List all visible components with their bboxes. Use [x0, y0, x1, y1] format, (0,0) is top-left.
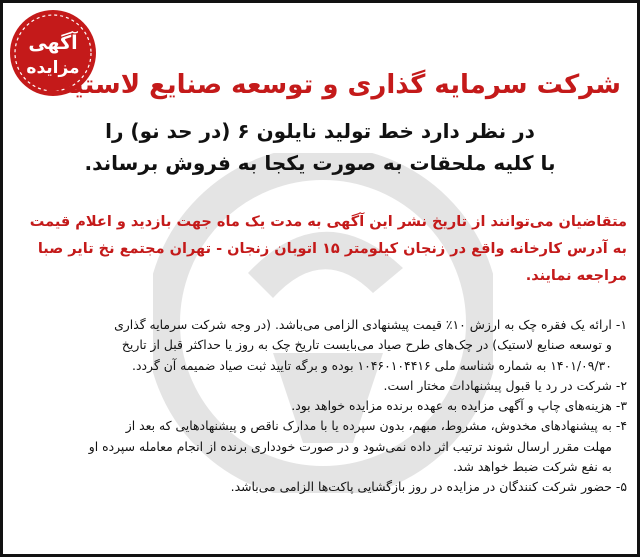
badge-label-top: آگهی: [28, 32, 78, 54]
term-number: ۴-: [615, 418, 627, 434]
headline-line: در نظر دارد خط تولید نایلون ۶ (در حد نو) را: [105, 119, 535, 143]
term-line: هزینه‌های چاپ و آگهی مزایده به عهده برنده مزایده خواهد بود.: [291, 398, 612, 414]
intro-line: به آدرس کارخانه واقع در زنجان کیلومتر ۱۵ اتوبان زنجان - تهران مجتمع نخ تایر صبا: [37, 241, 627, 257]
term-line: حضور شرکت کنندگان در مزایده در روز بازگشایی پاکت‌ها الزامی می‌باشد.: [230, 479, 612, 495]
terms-list: [13, 315, 627, 498]
intro-paragraph: [17, 209, 627, 290]
term-line: مهلت مقرر ارسال شوند ترتیب اثر داده نمی‌شود و در صورت خودداری برنده از انجام معامله سپرده او: [88, 438, 612, 454]
intro-line: مراجعه نمایند.: [525, 268, 627, 284]
term-number: ۱-: [615, 317, 627, 332]
term-item: [13, 416, 627, 477]
term-item: [13, 396, 627, 416]
term-item: [13, 376, 627, 396]
term-number: ۲-: [615, 377, 627, 393]
term-line: و توسعه صنایع لاستیک) در چک‌های طرح صیاد می‌بایست تاریخ چک به روز یا حداکثر قبل از تاریخ: [121, 337, 612, 353]
headline: [27, 115, 613, 179]
headline-line: با کلیه ملحقات به صورت یکجا به فروش برساند.: [84, 151, 556, 175]
term-line: به پیشنهادهای مخدوش، مشروط، مبهم، بدون سپرده یا با مدارک ناقص و پیشنهادهایی که بعد از: [125, 418, 612, 434]
term-number: ۵-: [615, 479, 627, 495]
term-line: ۱۴۰۱/۰۹/۳۰ به شماره شناسه ملی ۱۰۴۶۰۱۰۴۴۱۶ بوده و برگه تایید ثبت صیاد ضمیمه آن گردد.: [132, 357, 612, 373]
intro-line: متقاضیان می‌توانند از تاریخ نشر این آگهی به مدت یک ماه جهت بازدید و اعلام قیمت: [29, 214, 627, 230]
term-line: شرکت در رد یا قبول پیشنهادات مختار است.: [383, 377, 612, 393]
term-line: به نفع شرکت ضبط خواهد شد.: [453, 459, 612, 475]
term-item: [13, 477, 627, 497]
badge-label-bottom: مزایده: [26, 58, 80, 78]
term-line: ارائه یک فقره چک به ارزش ۱۰٪ قیمت پیشنهادی الزامی می‌باشد. (در وجه شرکت سرمایه گذاری: [114, 317, 612, 332]
term-number: ۳-: [615, 398, 627, 414]
company-name: شرکت سرمایه گذاری و توسعه صنایع لاستیک: [47, 70, 621, 100]
term-item: [13, 315, 627, 376]
